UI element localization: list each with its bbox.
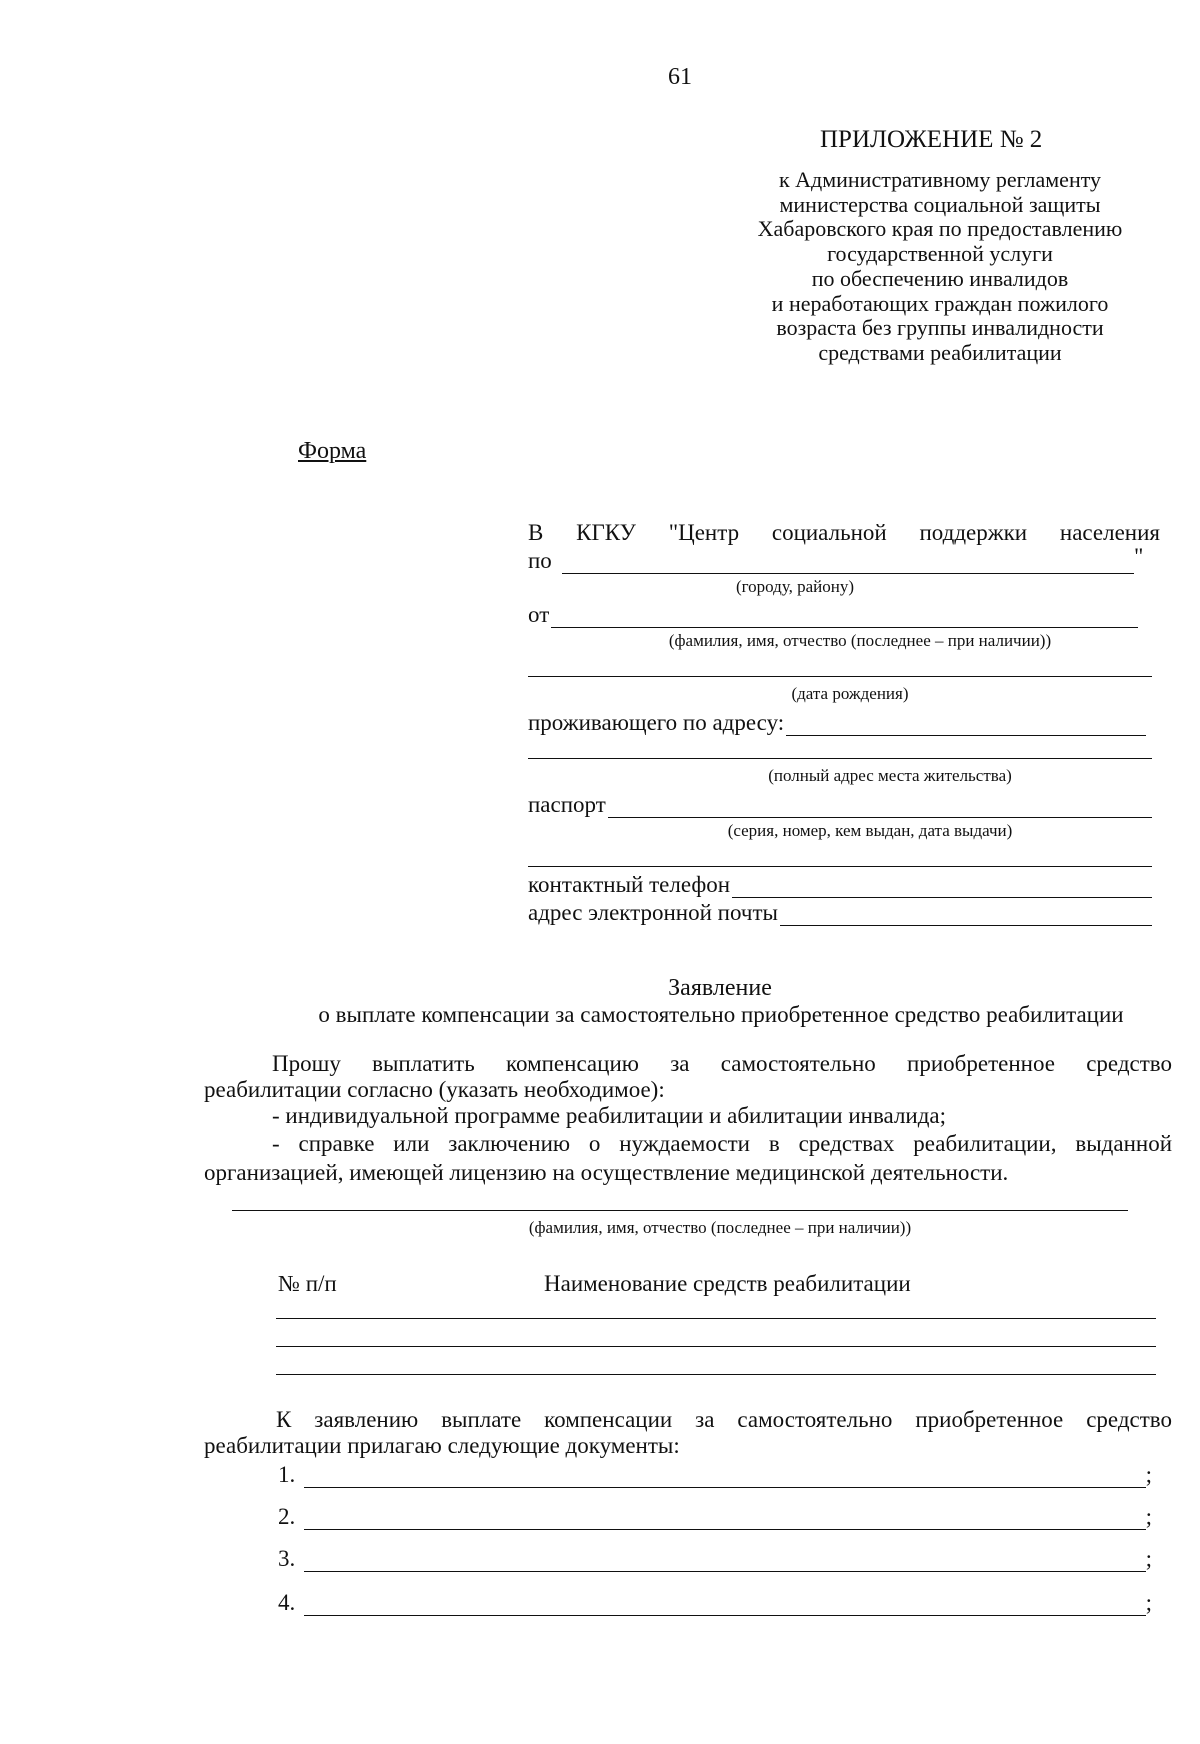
statement-title: Заявление: [668, 975, 772, 1001]
attachment-field[interactable]: [304, 1553, 1146, 1572]
email-field[interactable]: [780, 907, 1152, 926]
attachment-number: 1.: [278, 1462, 296, 1487]
fio-field-row: [528, 602, 1138, 628]
attachment-separator: ;: [1145, 1462, 1152, 1487]
birth-date-field[interactable]: [528, 676, 1152, 677]
attachment-field[interactable]: [304, 1469, 1146, 1488]
form-label: Форма: [298, 438, 367, 464]
passport-label: паспорт: [528, 792, 606, 817]
birth-date-caption: (дата рождения): [791, 684, 909, 703]
table-row-line[interactable]: [276, 1318, 1156, 1319]
city-field[interactable]: [562, 555, 1134, 574]
table-row-line[interactable]: [276, 1374, 1156, 1375]
city-caption: (городу, району): [735, 577, 855, 596]
addressee-word: социальной: [771, 520, 887, 545]
regulation-line: возраста без группы инвалидности: [776, 315, 1104, 341]
phone-label: контактный телефон: [528, 872, 731, 897]
regulation-line: государственной услуги: [827, 241, 1053, 267]
phone-field[interactable]: [732, 879, 1152, 898]
from-label: от: [528, 602, 550, 627]
passport-caption: (серия, номер, кем выдан, дата выдачи): [727, 821, 1013, 840]
attachment-field[interactable]: [304, 1597, 1146, 1616]
regulation-line: министерства социальной защиты: [779, 191, 1101, 217]
attachment-separator: ;: [1145, 1546, 1152, 1571]
regulation-line: Хабаровского края по предоставлению: [757, 216, 1123, 242]
attachment-number: 3.: [278, 1546, 296, 1571]
email-field-row: [528, 900, 1152, 926]
option-certificate-line-1: - справке или заключению о нуждаемости в средствах реабилитации, выданной: [272, 1131, 1172, 1156]
table-col-number: № п/п: [278, 1271, 337, 1296]
passport-field[interactable]: [608, 799, 1152, 818]
regulation-line: к Административному регламенту: [778, 167, 1102, 192]
regulation-line: средствами реабилитации: [818, 339, 1062, 365]
regulation-line: и неработающих граждан пожилого: [771, 290, 1109, 316]
city-field-row: [528, 548, 1134, 574]
attachment-number: 4.: [278, 1590, 296, 1615]
attachment-item: [278, 1462, 1152, 1488]
email-label: адрес электронной почты: [528, 900, 778, 925]
fio-field[interactable]: [551, 609, 1138, 628]
request-line-1: Прошу выплатить компенсацию за самостоятельно приобретенное средство: [272, 1051, 1172, 1076]
addressee-word: населения: [1059, 520, 1160, 545]
passport-field-2[interactable]: [528, 866, 1152, 867]
option-certificate-line-2: организацией, имеющей лицензию на осуществление медицинской деятельности.: [204, 1160, 1009, 1185]
attachment-field[interactable]: [304, 1511, 1146, 1530]
residing-label: проживающего по адресу:: [528, 710, 785, 735]
address-caption: (полный адрес места жительства): [768, 766, 1012, 785]
table-col-name: Наименование средств реабилитации: [544, 1271, 911, 1296]
option-ipra: - индивидуальной программе реабилитации и абилитации инвалида;: [272, 1103, 947, 1128]
address-field[interactable]: [786, 717, 1146, 736]
po-label: по: [528, 548, 552, 573]
applicant-fio-caption: (фамилия, имя, отчество (последнее – при наличии)): [528, 1218, 912, 1237]
regulation-reference: [740, 168, 1140, 366]
attachment-item: [278, 1590, 1152, 1616]
passport-field-row: [528, 792, 1152, 818]
attachment-item: [278, 1504, 1152, 1530]
appendix-title: ПРИЛОЖЕНИЕ № 2: [820, 126, 1043, 153]
addressee-word: "Центр: [668, 520, 740, 545]
address-field-2[interactable]: [528, 758, 1152, 759]
addressee-word: поддержки: [919, 520, 1028, 545]
quote-close: ": [1134, 544, 1144, 569]
address-field-row: [528, 710, 1146, 736]
applicant-fio-field[interactable]: [232, 1210, 1128, 1211]
addressee-word: КГКУ: [576, 520, 636, 545]
addressee-word: В: [528, 520, 544, 545]
regulation-line: по обеспечению инвалидов: [811, 265, 1069, 291]
addressee-header: [528, 520, 1160, 546]
attachment-separator: ;: [1145, 1590, 1152, 1615]
fio-caption: (фамилия, имя, отчество (последнее – при наличии)): [668, 631, 1052, 650]
statement-subtitle: о выплате компенсации за самостоятельно приобретенное средство реабилитации: [318, 1002, 1124, 1027]
attachments-line-2: реабилитации прилагаю следующие документы:: [204, 1433, 680, 1458]
attachment-separator: ;: [1145, 1504, 1152, 1529]
request-line-2: реабилитации согласно (указать необходимое):: [204, 1077, 665, 1102]
attachment-number: 2.: [278, 1504, 296, 1529]
attachments-line-1: К заявлению выплате компенсации за самостоятельно приобретенное средство: [276, 1407, 1172, 1432]
attachment-item: [278, 1546, 1152, 1572]
phone-field-row: [528, 872, 1152, 898]
table-row-line[interactable]: [276, 1346, 1156, 1347]
page-number: 61: [668, 64, 692, 90]
